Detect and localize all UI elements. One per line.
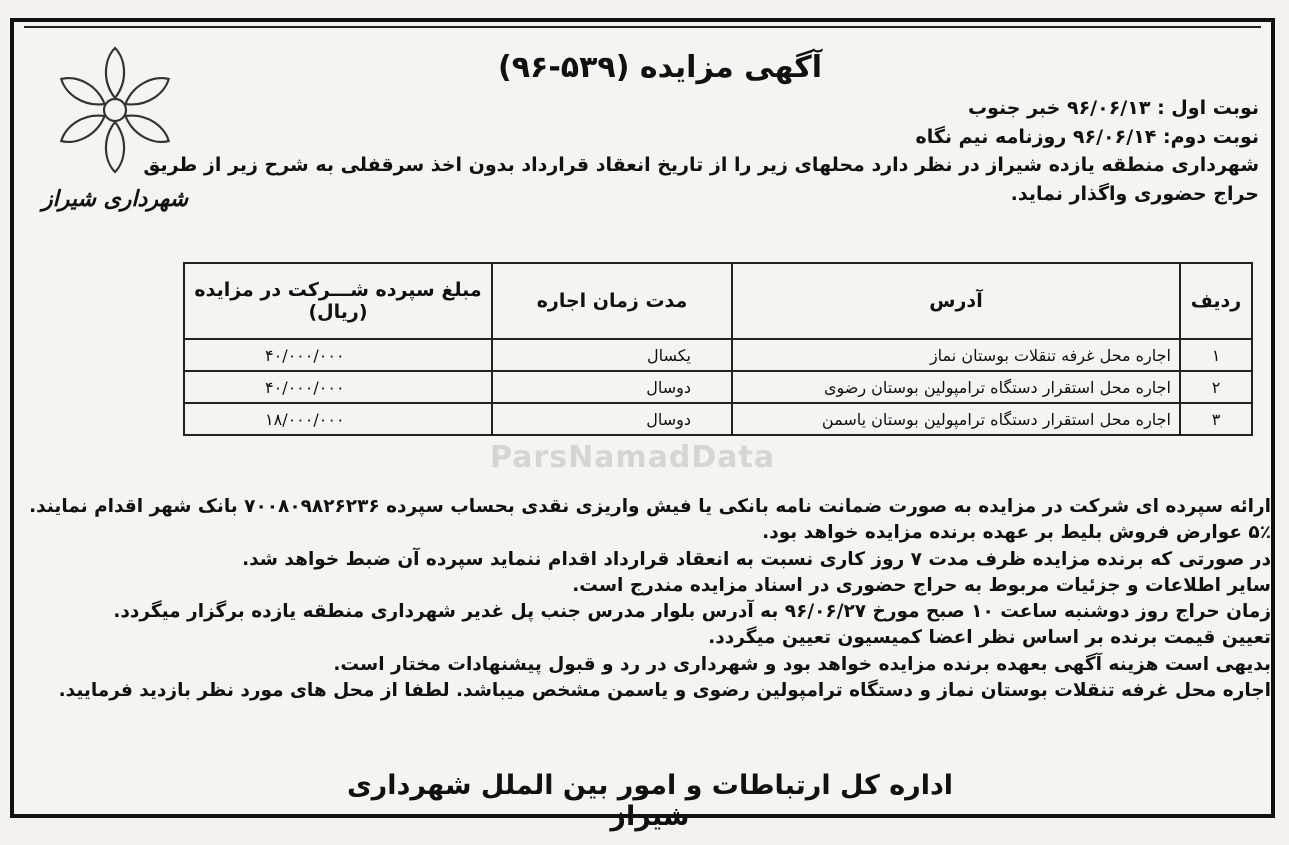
header-row-number: ردیف: [1180, 263, 1252, 339]
table-row: [184, 371, 1252, 403]
row-duration: دوسال: [492, 403, 732, 435]
logo-text: شهرداری شیراز: [41, 186, 189, 212]
condition-line: ارائه سپرده ای شرکت در مزایده به صورت ضمانت نامه بانکی یا فیش واریزی نقدی بحساب سپرده ۷۰۰۸۰۹۸۲۶۲۳۶ بانک شهر اقدام نمایند.: [29, 496, 1271, 517]
conditions-list: [21, 494, 1271, 704]
publication-first: نوبت اول : ۹۶/۰۶/۱۳ خبر جنوب: [968, 97, 1259, 119]
watermark: ParsNamadData: [490, 440, 776, 475]
row-duration: دوسال: [492, 371, 732, 403]
row-deposit: ۴۰/۰۰۰/۰۰۰: [184, 371, 492, 403]
condition-line: سایر اطلاعات و جزئیات مربوط به حراج حضوری در اسناد مزایده مندرج است.: [572, 574, 1271, 596]
row-deposit: ۴۰/۰۰۰/۰۰۰: [184, 339, 492, 371]
condition-line: در صورتی که برنده مزایده ظرف مدت ۷ روز کاری نسبت به انعقاد قرارداد اقدام ننماید سپرده آن ضبط خواهد شد.: [242, 548, 1271, 570]
row-deposit: ۱۸/۰۰۰/۰۰۰: [184, 403, 492, 435]
auction-items-table: [183, 262, 1253, 436]
row-number: ۳: [1180, 403, 1252, 435]
intro-line-2: حراج حضوری واگذار نماید.: [1010, 182, 1259, 205]
header-address: آدرس: [732, 263, 1180, 339]
condition-line: بدیهی است هزینه آگهی بعهده برنده مزایده خواهد بود و شهرداری در رد و قبول پیشنهادات مختار است.: [333, 653, 1271, 675]
notice-intro: [143, 94, 1259, 208]
row-address: اجاره محل غرفه تنقلات بوستان نماز: [732, 339, 1180, 371]
publication-second: نوبت دوم: ۹۶/۰۶/۱۴ روزنامه نیم نگاه: [915, 125, 1259, 148]
row-address: اجاره محل استقرار دستگاه ترامپولین بوستان یاسمن: [732, 403, 1180, 435]
condition-line: تعیین قیمت برنده بر اساس نظر اعضا کمیسیون تعیین میگردد.: [708, 627, 1271, 649]
top-rule: [24, 26, 1261, 28]
table-header-row: [184, 263, 1252, 339]
notice-title: آگهی مزایده (۵۳۹-۹۶): [497, 50, 823, 85]
shiraz-municipality-logo: [40, 38, 190, 238]
row-number: ۱: [1180, 339, 1252, 371]
intro-line-1: شهرداری منطقه یازده شیراز در نظر دارد محلهای زیر را از تاریخ انعقاد قرارداد بدون اخذ سرقفلی به شرح زیر از طریق: [143, 154, 1259, 176]
table-row: [184, 339, 1252, 371]
condition-line: ۵٪ عوارض فروش بلیط بر عهده برنده مزایده خواهد بود.: [762, 522, 1271, 544]
header-deposit-line1: مبلغ سپرده شـــرکت در مزایده: [194, 279, 482, 301]
condition-line: اجاره محل غرفه تنقلات بوستان نماز و دستگاه ترامپولین رضوی و یاسمن مشخص میباشد. لطفا از محل های مورد نظر بازدید فرمایید.: [58, 680, 1271, 702]
header-deposit-line2: (ریال): [308, 301, 368, 323]
row-number: ۲: [1180, 371, 1252, 403]
header-duration: مدت زمان اجاره: [492, 263, 732, 339]
row-duration: یکسال: [492, 339, 732, 371]
row-address: اجاره محل استقرار دستگاه ترامپولین بوستان رضوی: [732, 371, 1180, 403]
condition-line: زمان حراج روز دوشنبه ساعت ۱۰ صبح مورخ ۹۶/۰۶/۲۷ به آدرس بلوار مدرس جنب پل غدیر شهرداری منطقه یازده برگزار میگردد.: [113, 601, 1271, 623]
table-row: [184, 403, 1252, 435]
footer-signature: اداره کل ارتباطات و امور بین الملل شهرداری شیراز: [346, 770, 954, 832]
header-deposit: [184, 263, 492, 339]
